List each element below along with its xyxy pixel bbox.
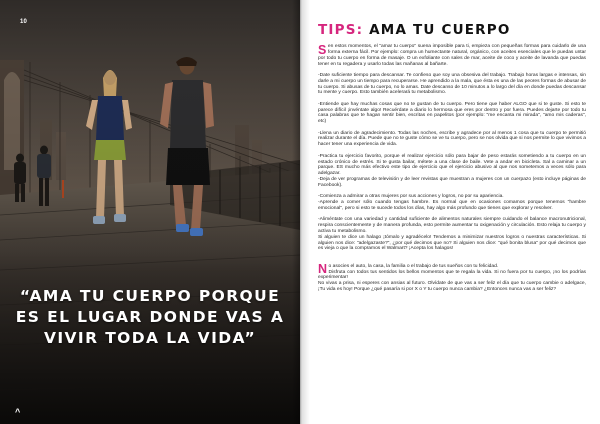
chevron-up-icon[interactable]: ^: [15, 407, 21, 417]
title-main: AMA TU CUERPO: [369, 22, 511, 38]
tip-paragraph: -Practica tu ejercicio favorito, porque el realizar ejercicio sólo para bajar de peso estarás sometiendo a tu cuerpo en un estado crónico de estrés. Si te gusta bailar, métete a una clase de baile. Vete a andar en bicicleta. Sal a caminar a un parque. ES mucho más efectivo este tipo de ejercicio que el ejercicio abusivo al que nos sometemos a veces sólo para adelgazar. -Deja de ver programas de televisión y de leer revistas que muestran a mujeres con un cuerpazo (esto incluye páginas de Facebook).: [318, 153, 586, 188]
drop-cap: S: [318, 42, 327, 57]
closing-text: o asocies el auto, la casa, la familia o el trabajo de tus sueños con tu felicidad. Disfruta con todos tus sentidos los bellos momentos que te regala la vida. Si no fuera por tu cuerpo, ¡no los podrías experimentar! No vivas a prisa, ni esperes con ansias al futuro. Olvídate de que vas a ser feliz el día que tu cuerpo cambie o adelgace, ¡Tu vida es hoy! Porque ¿qué pasaría si por X o Y tu cuerpo nunca cambia? ¿Entonces nunca vas a ser feliz?: [318, 263, 586, 293]
article-title: [318, 22, 588, 40]
title-accent: TIPS:: [318, 22, 364, 38]
intro-paragraph: [318, 44, 586, 67]
tip-paragraph: -Date suficiente tiempo para descansar. Te confieso que soy una obsesiva del trabajo. Trabajo horas largas e intensas, sin darle a mi cuerpo un tiempo para recuperarse. He aprendido a la mala, que ésta es una de las peores formas de abusar de tu cuerpo. Si abusas de tu cuerpo, no lo amas. Date descanso de 10 minutos a lo largo del día en donde puedas descansar tu mente y cuerpo. Esto también acelerará tu metabolismo.: [318, 72, 586, 96]
article-body: [318, 44, 586, 298]
pull-quote: “AMA TU CUERPO PORQUE ES EL LUGAR DONDE VAS A VIVIR TODA LA VIDA”: [15, 287, 285, 347]
right-page: [300, 0, 600, 424]
closing-paragraph: [318, 258, 586, 293]
page-number: 10: [20, 19, 28, 25]
tip-paragraph: -Entiende que hay muchas cosas que no te gustan de tu cuerpo. Pero tiene que haber ALGO que si te guste. Si esto te parece difícil ¡invéntate algo! Recuérdate a diario lo hermosa que eres por dentro y por fuera. Puedes dejarte por todo tu casa palabras que te hagan sentir bien, escritas en papelitos (por ejemplo: "me encanta mi mirada", "amo mis caderas", etc): [318, 101, 586, 125]
intro-text: en estos momentos, el "amar tu cuerpo" suena imposible para ti, empieza con pequeñas formas para cuidarlo de una forma externa fácil. Por ejemplo: compra un humectante natural, orgánico, con aceites esenciales que le puedas untar por todo tu cuerpo en forma de masaje. O un exfoliante con sales de mar, aceite de coco y aceite de lavanda que puedas tener en tu regadera y usarlo todas las mañanas al bañarte.: [318, 44, 586, 67]
drop-cap: N: [318, 262, 328, 277]
tip-paragraph: -Aliméntate con una variedad y cantidad suficiente de alimentos naturales siempre cuidando el balance macronutricional, respira conscientemente y de manera profunda, esto permite aumentar tu oxigenación y circulación. Esto relaja tu cuerpo y activa tu metabolismo. Si alguien te dice un halago ¡tómalo y agradécelo! Tendemos a minimizar nuestros logros o nuestras características. Si alguien nos dice: "adelgazaste?", ¿por qué decimos que no? Si alguien nos dice: "qué bonita blusa" por qué decimos que es vieja o que la compramos el Walmart? ¡Acepta los halagos!: [318, 217, 586, 252]
tip-paragraph: -Llena un diario de agradecimiento. Todas las noches, escribe y agradece por al menos 1 cosa que tu cuerpo te permitió realizar durante el día. Puede que no te guste cómo se ve tu cuerpo, pero se nos olvida que si nos permite lo que vivimos a hacer tener una experiencia de vida.: [318, 130, 586, 148]
tip-paragraph: -Comienza a admirar a otras mujeres por sus acciones y logros, no por su apariencia. -Aprende a comer sólo cuando tengas hambre. Es normal que en ocasiones comamos porque tenemos "hambre emocional", pero si esto te sucede todos los días, hay algo más profundo que tienes que explorar y resolver.: [318, 194, 586, 211]
